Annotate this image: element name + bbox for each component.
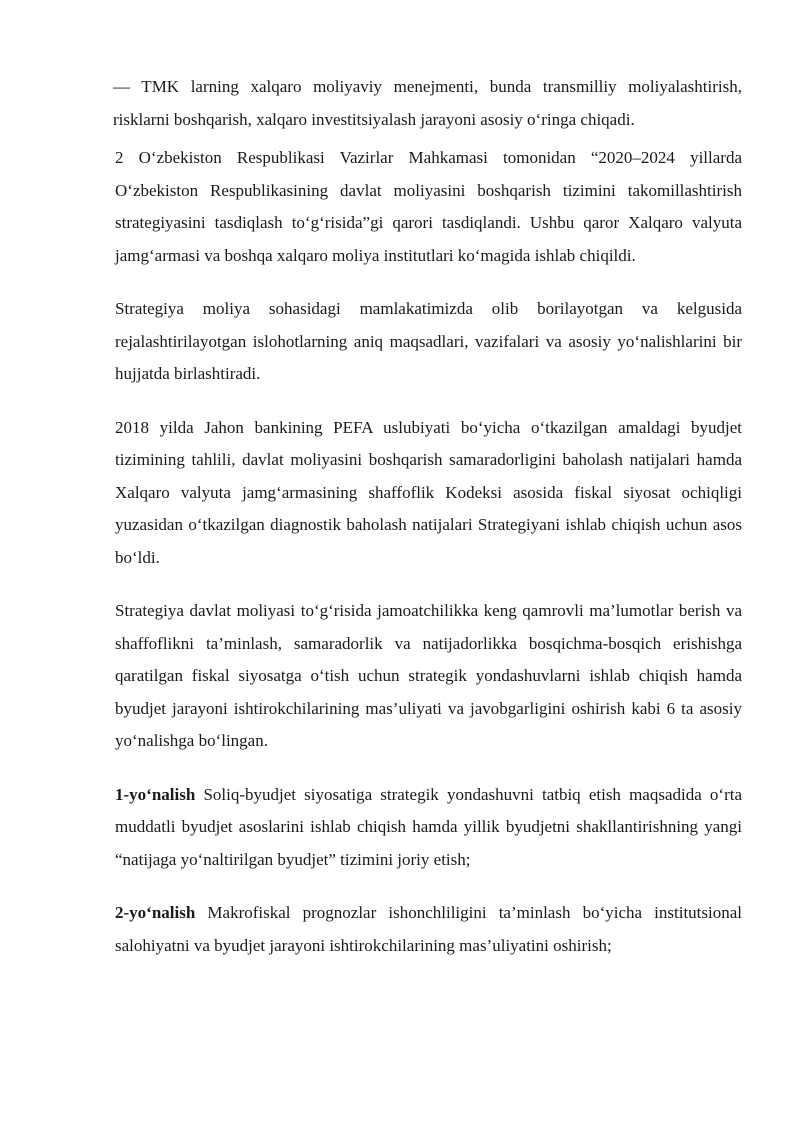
paragraph-pefa-analysis: 2018 yilda Jahon bankining PEFA uslubiyati bo‘yicha o‘tkazilgan amaldagi byudjet tizimining tahlili, davlat moliyasini boshqarish samaradorligini baholash natijalari hamda Xalqaro valyuta jamg‘armasining shaffoflik Kodeksi asosida fiskal siyosat ochiqligi yuzasidan o‘tkazilgan diagnostik baholash natijalari Strategiyani ishlab chiqish uchun asos bo‘ldi. [115,417,742,567]
direction-1-text: Soliq-byudjet siyosatiga strategik yondashuvni tatbiq etish maqsadida o‘rta muddatli byudjet asoslarini ishlab chiqish hamda yillik byudjetni shakllantirishning yangi “natijaga yo‘naltirilgan byudjet” tizimini joriy etish; [115,784,742,869]
paragraph-direction-2 [115,897,742,962]
paragraph-six-directions: Strategiya davlat moliyasi to‘g‘risida jamoatchilikka keng qamrovli ma’lumotlar berish va shaffoflikni ta’minlash, samaradorlik va natijadorlikka bosqichma-bosqich erishishga qaratilgan fiskal siyosatga o‘tish uchun strategik yondashuvlarni ishlab chiqish hamda byudjet jarayoni ishtirokchilarining mas’uliyati va javobgarligini oshirish kabi 6 ta asosiy yo‘nalishga bo‘lingan. [115,601,742,750]
direction-2-text: Makrofiskal prognozlar ishonchliligini ta’minlash bo‘yicha institutsional salohiyatni va byudjet jarayoni ishtirokchilarining mas’uliyatini oshirish; [115,903,742,955]
direction-1-label: 1-yo‘nalish [115,784,196,804]
paragraph-strategy-decree: 2 O‘zbekiston Respublikasi Vazirlar Mahkamasi tomonidan “2020–2024 yillarda O‘zbekiston Respublikasining davlat moliyasini boshqarish tizimini takomillashtirish strategiyasini tasdiqlash to‘g‘risida”gi qarori tasdiqlandi. Ushbu qaror Xalqaro valyuta jamg‘armasi va boshqa xalqaro moliya institutlari ko‘magida ishlab chiqildi. [115,148,742,265]
paragraph-tmk-management: — TMK larning xalqaro moliyaviy menejmenti, bunda transmilliy moliyalashtirish, risklarni boshqarish, xalqaro investitsiyalash jarayoni asosiy o‘ringa chiqadi. [113,77,742,129]
document-page [115,71,742,962]
paragraph-strategy-goals: Strategiya moliya sohasidagi mamlakatimizda olib borilayotgan va kelgusida rejalashtirilayotgan islohotlarning aniq maqsadlari, vazifalari va asosiy yo‘nalishlarini bir hujjatda birlashtiradi. [115,299,742,383]
direction-2-label: 2-yo‘nalish [115,903,196,922]
paragraph-direction-1 [115,779,742,877]
